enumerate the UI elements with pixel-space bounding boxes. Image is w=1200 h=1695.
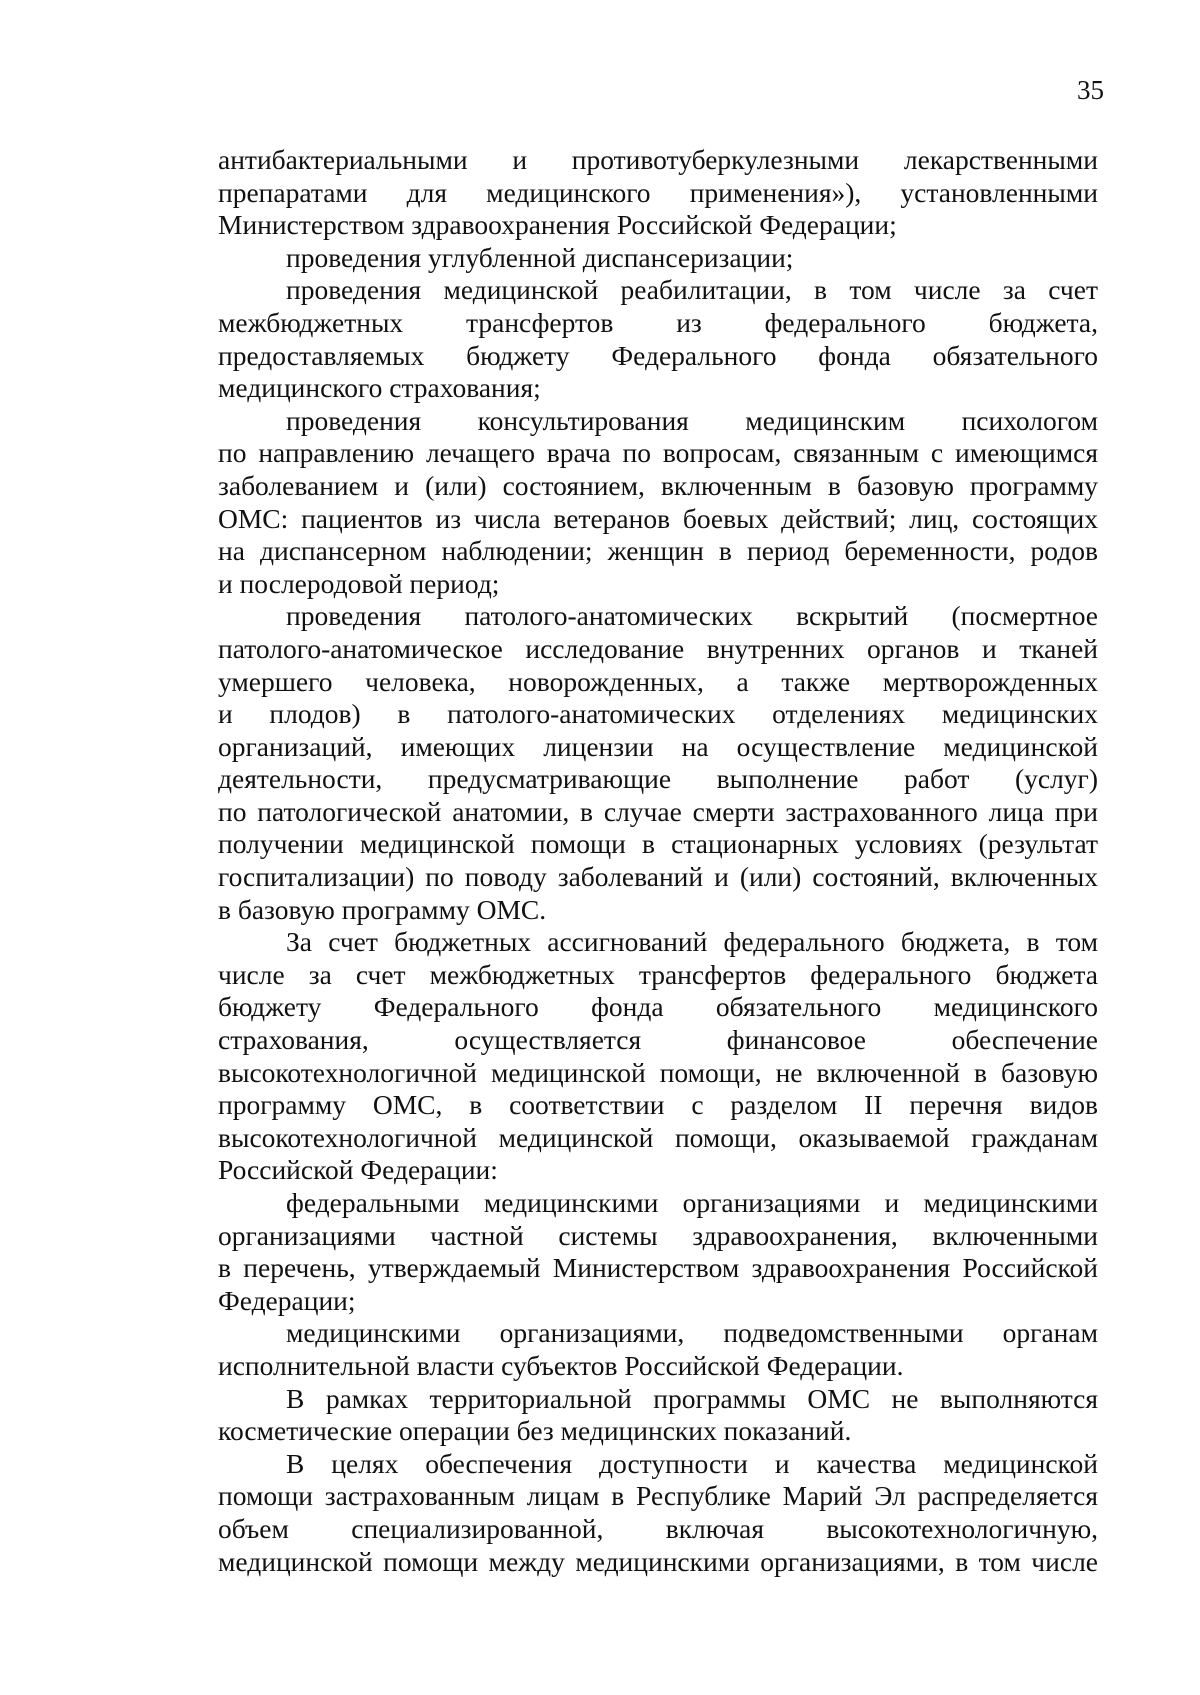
text-line: В рамках территориальной программы ОМС не выполняются <box>286 1382 1098 1414</box>
text-line: ОМС: пациентов из числа ветеранов боевых действий; лиц, состоящих <box>218 502 1098 534</box>
text-line: федеральными медицинскими организациями и медицинскими <box>286 1187 1098 1218</box>
text-line: в базовую программу ОМС. <box>218 893 547 925</box>
paragraph <box>218 144 1098 242</box>
text-line: проведения патолого-анатомических вскрытий (посмертное <box>286 600 1098 632</box>
text-line: высокотехнологичной медицинской помощи, оказываемой гражданам <box>218 1121 1098 1153</box>
paragraph <box>218 274 1098 404</box>
text-line: организациями частной системы здравоохранения, включенными <box>218 1219 1098 1251</box>
paragraph <box>218 242 1098 275</box>
page-number: 35 <box>1077 75 1104 105</box>
text-line: проведения углубленной диспансеризации; <box>286 241 794 273</box>
paragraph <box>218 405 1098 601</box>
text-line: на диспансерном наблюдении; женщин в период беременности, родов <box>218 535 1098 567</box>
text-line: медицинской помощи между медицинскими организациями, в том числе <box>218 1545 1098 1577</box>
text-line: Федерации; <box>218 1284 356 1316</box>
text-line: В целях обеспечения доступности и качества медицинской <box>286 1447 1098 1479</box>
text-line: бюджету Федерального фонда обязательного медицинского <box>218 991 1098 1023</box>
text-line: проведения медицинской реабилитации, в том числе за счет <box>286 274 1098 306</box>
text-line: организаций, имеющих лицензии на осуществление медицинской <box>218 730 1098 762</box>
text-line: по патологической анатомии, в случае смерти застрахованного лица при <box>218 795 1098 827</box>
text-line: медицинскими организациями, подведомственными органам <box>286 1317 1098 1349</box>
text-line: исполнительной власти субъектов Российской Федерации. <box>218 1349 904 1381</box>
text-line: За счет бюджетных ассигнований федерального бюджета, в том <box>286 926 1098 958</box>
text-line: госпитализации) по поводу заболеваний и (или) состояний, включенных <box>218 861 1098 893</box>
text-line: по направлению лечащего врача по вопросам, связанным с имеющимся <box>218 437 1098 469</box>
text-line: Российской Федерации: <box>218 1154 498 1186</box>
paragraph <box>218 1187 1098 1317</box>
text-line: умершего человека, новорожденных, а также мертворожденных <box>218 665 1098 697</box>
text-line: патолого-анатомическое исследование внутренних органов и тканей <box>218 632 1098 664</box>
paragraph <box>218 1317 1098 1382</box>
paragraph <box>218 926 1098 1187</box>
text-line: в перечень, утверждаемый Министерством здравоохранения Российской <box>218 1252 1098 1284</box>
text-line: Министерством здравоохранения Российской Федерации; <box>218 209 897 241</box>
text-line: программу ОМС, в соответствии с разделом II перечня видов <box>218 1089 1098 1121</box>
text-line: и плодов) в патолого-анатомических отделениях медицинских <box>218 698 1098 730</box>
text-line: страхования, осуществляется финансовое обеспечение <box>218 1024 1098 1056</box>
paragraph <box>218 1383 1098 1448</box>
document-body <box>218 144 1098 1578</box>
text-line: объем специализированной, включая высокотехнологичную, <box>218 1512 1098 1544</box>
text-line: и послеродовой период; <box>218 567 500 599</box>
text-line: косметические операции без медицинских показаний. <box>218 1415 852 1447</box>
paragraph <box>218 600 1098 926</box>
text-line: предоставляемых бюджету Федерального фонда обязательного <box>218 339 1098 371</box>
text-line: межбюджетных трансфертов из федерального бюджета, <box>218 306 1098 338</box>
text-line: препаратами для медицинского применения»), установленными <box>218 176 1098 208</box>
text-line: проведения консультирования медицинским психологом <box>286 404 1098 436</box>
paragraph <box>218 1448 1098 1578</box>
text-line: заболеванием и (или) состоянием, включенным в базовую программу <box>218 469 1098 501</box>
text-line: помощи застрахованным лицам в Республике Марий Эл распределяется <box>218 1480 1098 1512</box>
text-line: числе за счет межбюджетных трансфертов федерального бюджета <box>218 958 1098 990</box>
text-line: получении медицинской помощи в стационарных условиях (результат <box>218 828 1098 860</box>
text-line: медицинского страхования; <box>218 372 541 404</box>
text-line: антибактериальными и противотуберкулезными лекарственными <box>218 144 1098 175</box>
text-line: деятельности, предусматривающие выполнение работ (услуг) <box>218 763 1098 795</box>
text-line: высокотехнологичной медицинской помощи, не включенной в базовую <box>218 1056 1098 1088</box>
